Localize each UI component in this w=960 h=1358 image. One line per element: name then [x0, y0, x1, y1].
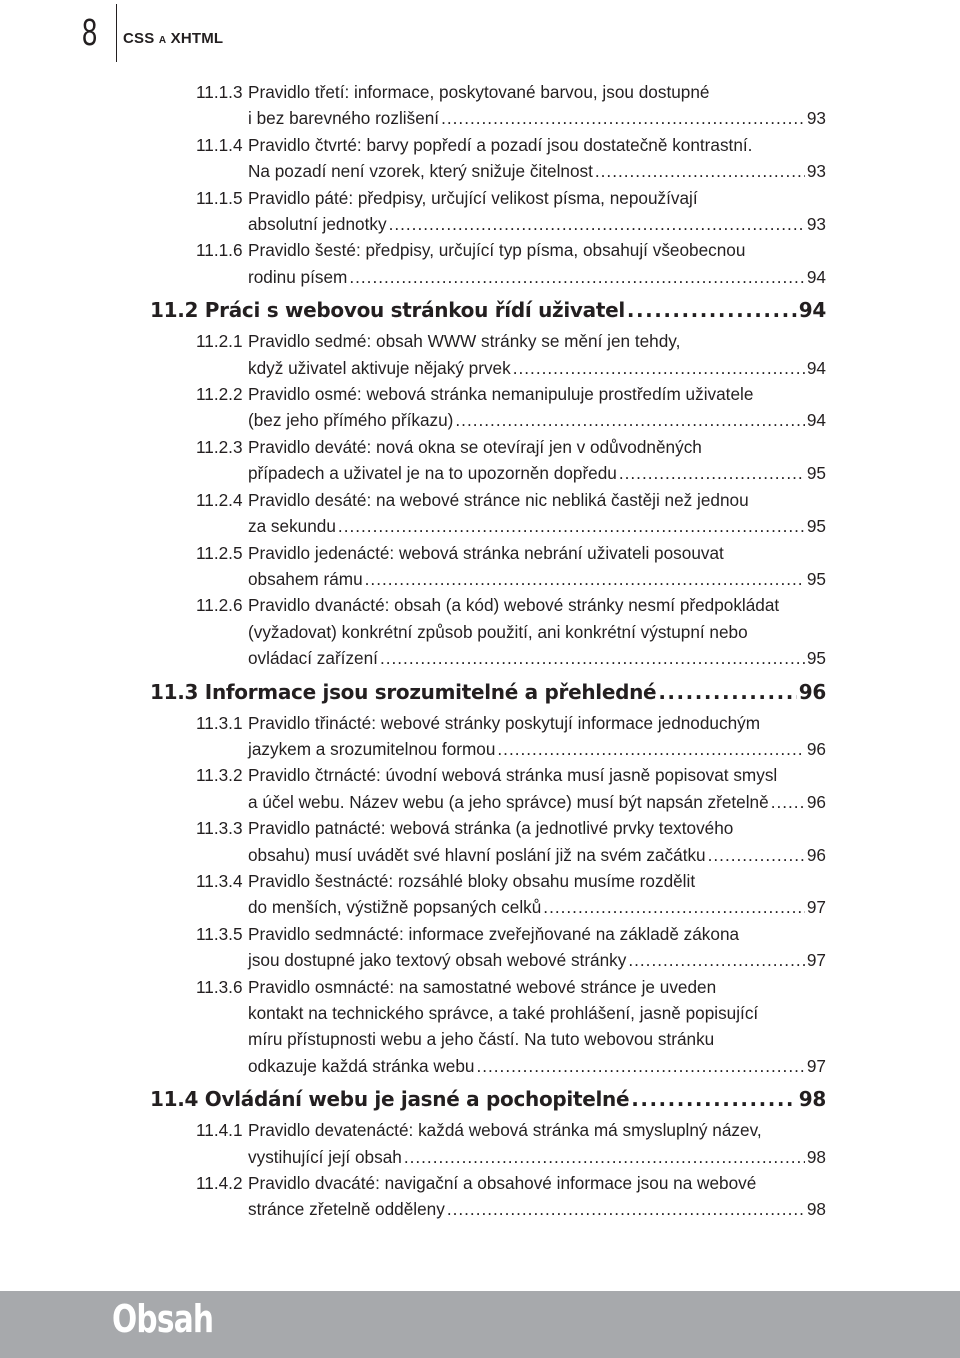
toc-section-title: 11.4 Ovládání webu je jasné a pochopitelné — [150, 1087, 630, 1112]
toc-entry-last-line — [248, 513, 826, 539]
toc-page-number: 93 — [806, 108, 826, 129]
footer-band — [0, 1291, 960, 1358]
toc-entry-text — [196, 1170, 826, 1223]
toc-subsection-entry — [150, 237, 826, 290]
toc-subsection-entry — [150, 762, 826, 815]
toc-page-number: 95 — [806, 516, 826, 537]
toc-entry-number: 11.2.5 — [196, 542, 243, 563]
toc-leader-dots — [380, 645, 805, 671]
toc-page-number: 98 — [806, 1146, 826, 1167]
toc-entry-number: 11.2.1 — [196, 331, 243, 352]
toc-entry-number: 11.2.2 — [196, 384, 243, 405]
toc-entry-final-text: vystihující její obsah — [248, 1146, 402, 1167]
toc-leader-dots — [497, 736, 804, 762]
toc-entry-text — [196, 132, 826, 185]
toc-leader-dots — [389, 211, 805, 237]
toc-entry-text — [196, 762, 826, 815]
toc-entry-last-line — [248, 158, 826, 184]
toc-entry-final-text: Na pozadí není vzorek, který snižuje čitelnost — [248, 161, 593, 182]
toc-page-number: 96 — [806, 738, 826, 759]
toc-page-number: 94 — [806, 357, 826, 378]
toc-entry-line: Pravidlo dvacáté: navigační a obsahové informace jsou na webové — [248, 1173, 757, 1194]
toc-entry-final-text: jazykem a srozumitelnou formou — [248, 738, 496, 759]
toc-subsection-entry — [150, 185, 826, 238]
toc-entry-last-line — [248, 211, 826, 237]
toc-section-row — [150, 296, 826, 324]
toc-page-number: 96 — [806, 844, 826, 865]
toc-leader-dots — [543, 894, 805, 920]
toc-entry-number: 11.2.4 — [196, 489, 243, 510]
toc-entry-last-line — [248, 264, 826, 290]
toc-entry-last-line — [248, 407, 826, 433]
toc-subsection-entry — [150, 79, 826, 132]
running-title — [123, 30, 223, 47]
toc-entry-final-text: i bez barevného rozlišení — [248, 108, 440, 129]
toc-entry-final-text: odkazuje každá stránka webu — [248, 1055, 475, 1076]
toc-entry-line: míru přístupnosti webu a jeho částí. Na tuto webovou stránku — [248, 1029, 715, 1050]
page-number: 8 — [82, 12, 98, 54]
toc-page-number: 93 — [806, 161, 826, 182]
toc-entry-last-line — [248, 460, 826, 486]
toc-entry-line: Pravidlo páté: předpisy, určující velikost písma, nepoužívají — [248, 187, 698, 208]
toc-section-row — [150, 678, 826, 706]
toc-page-number: 98 — [798, 1087, 826, 1112]
toc-page-number: 97 — [806, 897, 826, 918]
toc-entry-last-line — [248, 736, 826, 762]
toc-subsection-entry — [150, 868, 826, 921]
toc-leader-dots — [595, 158, 805, 184]
toc-entry-text — [196, 592, 826, 671]
toc-subsection-entry — [150, 592, 826, 671]
toc-entry-number: 11.1.3 — [196, 82, 243, 102]
toc-entry-final-text: když uživatel aktivuje nějaký prvek — [248, 357, 511, 378]
toc-entry-text — [196, 381, 826, 434]
toc-page-number: 94 — [806, 266, 826, 287]
toc-entry-line: Pravidlo osmnácté: na samostatné webové stránce je uveden — [248, 976, 717, 997]
toc-entry-number: 11.3.2 — [196, 765, 243, 786]
toc-section-row — [150, 1085, 826, 1113]
toc-entry-last-line — [248, 947, 826, 973]
toc-entry-line: Pravidlo devatenácté: každá webová stránka má smysluplný název, — [248, 1120, 762, 1141]
toc-page-number: 94 — [798, 298, 826, 323]
toc-leader-dots — [338, 513, 805, 539]
toc-entry-line: (vyžadovat) konkrétní způsob použití, ani konkrétní výstupní nebo — [248, 621, 748, 642]
toc-page-number: 98 — [806, 1199, 826, 1220]
toc-entry-number: 11.1.5 — [196, 187, 243, 208]
toc-entry-line: Pravidlo šesté: předpisy, určující typ písma, obsahují všeobecnou — [248, 240, 746, 261]
toc-entry-text — [196, 868, 826, 921]
toc-subsection-entry — [150, 132, 826, 185]
toc-entry-text — [196, 328, 826, 381]
toc-entry-number: 11.2.3 — [196, 436, 243, 457]
toc-entry-last-line — [248, 105, 826, 131]
toc-entry-number: 11.1.6 — [196, 240, 243, 261]
toc-entry-line: Pravidlo sedmnácté: informace zveřejňované na základě zákona — [248, 923, 740, 944]
toc-page-number: 95 — [806, 568, 826, 589]
toc-entry-text — [196, 79, 826, 132]
toc-entry-text — [196, 710, 826, 763]
toc-leader-dots — [658, 678, 796, 706]
toc-leader-dots — [628, 947, 805, 973]
toc-entry-last-line — [248, 894, 826, 920]
toc-leader-dots — [708, 842, 805, 868]
toc-page-number: 96 — [806, 791, 826, 812]
toc-entry-final-text: za sekundu — [248, 516, 336, 537]
toc-subsection-entry — [150, 974, 826, 1080]
toc-entry-line: Pravidlo sedmé: obsah WWW stránky se mění jen tehdy, — [248, 331, 681, 352]
toc-entry-line: Pravidlo desáté: na webové stránce nic nebliká častěji než jednou — [248, 489, 749, 510]
toc-leader-dots — [441, 105, 805, 131]
toc-entry-number: 11.4.1 — [196, 1120, 243, 1141]
toc-subsection-entry — [150, 487, 826, 540]
toc-page-number: 95 — [806, 463, 826, 484]
toc-leader-dots — [627, 296, 797, 324]
footer-title: Obsah — [112, 1297, 214, 1341]
toc-entry-last-line — [248, 1053, 826, 1079]
toc-leader-dots — [404, 1144, 805, 1170]
toc-leader-dots — [447, 1196, 805, 1222]
running-title-a: A — [158, 35, 167, 46]
toc-leader-dots — [771, 789, 805, 815]
toc-subsection-entry — [150, 434, 826, 487]
toc-section-entry — [150, 678, 826, 706]
toc-entry-last-line — [248, 355, 826, 381]
toc-entry-line: Pravidlo patnácté: webová stránka (a jednotlivé prvky textového — [248, 818, 734, 839]
toc-entry-line: Pravidlo šestnácté: rozsáhlé bloky obsahu musíme rozdělit — [248, 870, 696, 891]
toc-leader-dots — [619, 460, 805, 486]
toc-entry-number: 11.3.4 — [196, 870, 243, 891]
toc-entry-line: Pravidlo čtrnácté: úvodní webová stránka musí jasně popisovat smysl — [248, 765, 778, 786]
toc-leader-dots — [349, 264, 805, 290]
toc-entry-line: Pravidlo osmé: webová stránka nemanipuluje prostředím uživatele — [248, 384, 754, 405]
header-divider — [116, 4, 117, 62]
toc-entry-final-text: (bez jeho přímého příkazu) — [248, 410, 454, 431]
page-header — [82, 4, 223, 66]
toc-entry-number: 11.3.3 — [196, 818, 243, 839]
toc-entry-line: Pravidlo třinácté: webové stránky poskytují informace jednoduchým — [248, 712, 761, 733]
table-of-contents — [150, 79, 826, 1223]
toc-page-number: 94 — [806, 410, 826, 431]
toc-leader-dots — [455, 407, 804, 433]
toc-entry-final-text: případech a uživatel je na to upozorněn dopředu — [248, 463, 617, 484]
toc-entry-text — [196, 540, 826, 593]
toc-leader-dots — [631, 1085, 797, 1113]
toc-page-number: 93 — [806, 214, 826, 235]
toc-page-number: 97 — [806, 950, 826, 971]
toc-entry-text — [196, 974, 826, 1080]
toc-entry-text — [196, 185, 826, 238]
toc-entry-final-text: rodinu písem — [248, 266, 348, 287]
toc-entry-line: Pravidlo deváté: nová okna se otevírají jen v odůvodněných — [248, 436, 702, 457]
toc-subsection-entry — [150, 1170, 826, 1223]
toc-section-title: 11.3 Informace jsou srozumitelné a přehledné — [150, 679, 657, 704]
toc-entry-last-line — [248, 1196, 826, 1222]
toc-entry-line: Pravidlo čtvrté: barvy popředí a pozadí jsou dostatečně kontrastní. — [248, 134, 753, 155]
toc-entry-line: Pravidlo třetí: informace, poskytované barvou, jsou dostupné — [248, 82, 710, 102]
toc-entry-number: 11.3.6 — [196, 976, 243, 997]
toc-entry-text — [196, 487, 826, 540]
toc-subsection-entry — [150, 815, 826, 868]
toc-entry-line: Pravidlo jedenácté: webová stránka nebrání uživateli posouvat — [248, 542, 724, 563]
running-title-css: CSS — [123, 30, 155, 47]
toc-entry-final-text: jsou dostupné jako textový obsah webové stránky — [248, 950, 627, 971]
toc-page-number: 97 — [806, 1055, 826, 1076]
toc-entry-text — [196, 237, 826, 290]
toc-subsection-entry — [150, 1117, 826, 1170]
toc-entry-line: kontakt na technického správce, a také prohlášení, jasně popisující — [248, 1003, 759, 1023]
toc-entry-text — [196, 921, 826, 974]
toc-entry-last-line — [248, 566, 826, 592]
toc-page-number: 96 — [798, 679, 826, 704]
toc-entry-last-line — [248, 842, 826, 868]
toc-entry-number: 11.2.6 — [196, 595, 243, 616]
toc-entry-number: 11.1.4 — [196, 134, 243, 155]
toc-subsection-entry — [150, 381, 826, 434]
toc-entry-final-text: a účel webu. Název webu (a jeho správce) musí být napsán zřetelně — [248, 791, 769, 812]
toc-subsection-entry — [150, 328, 826, 381]
toc-entry-final-text: stránce zřetelně odděleny — [248, 1199, 445, 1220]
toc-page-number: 95 — [806, 648, 826, 669]
toc-entry-last-line — [248, 645, 826, 671]
toc-entry-last-line — [248, 1144, 826, 1170]
toc-entry-final-text: obsahu) musí uvádět své hlavní poslání již na svém začátku — [248, 844, 706, 865]
toc-section-entry — [150, 1085, 826, 1113]
toc-entry-number: 11.3.5 — [196, 923, 243, 944]
toc-subsection-entry — [150, 540, 826, 593]
toc-entry-number: 11.3.1 — [196, 712, 243, 733]
toc-entry-final-text: absolutní jednotky — [248, 214, 387, 235]
running-title-xhtml: XHTML — [170, 30, 224, 47]
toc-entry-line: Pravidlo dvanácté: obsah (a kód) webové stránky nesmí předpokládat — [248, 595, 780, 616]
toc-leader-dots — [476, 1053, 804, 1079]
toc-entry-text — [196, 815, 826, 868]
toc-entry-final-text: ovládací zařízení — [248, 648, 378, 669]
toc-entry-number: 11.4.2 — [196, 1173, 243, 1194]
toc-entry-last-line — [248, 789, 826, 815]
toc-entry-text — [196, 434, 826, 487]
toc-entry-final-text: do menších, výstižně popsaných celků — [248, 897, 542, 918]
toc-section-entry — [150, 296, 826, 324]
toc-leader-dots — [365, 566, 805, 592]
toc-leader-dots — [513, 355, 805, 381]
toc-entry-final-text: obsahem rámu — [248, 568, 363, 589]
toc-subsection-entry — [150, 921, 826, 974]
toc-subsection-entry — [150, 710, 826, 763]
toc-section-title: 11.2 Práci s webovou stránkou řídí uživatel — [150, 298, 625, 323]
toc-entry-text — [196, 1117, 826, 1170]
